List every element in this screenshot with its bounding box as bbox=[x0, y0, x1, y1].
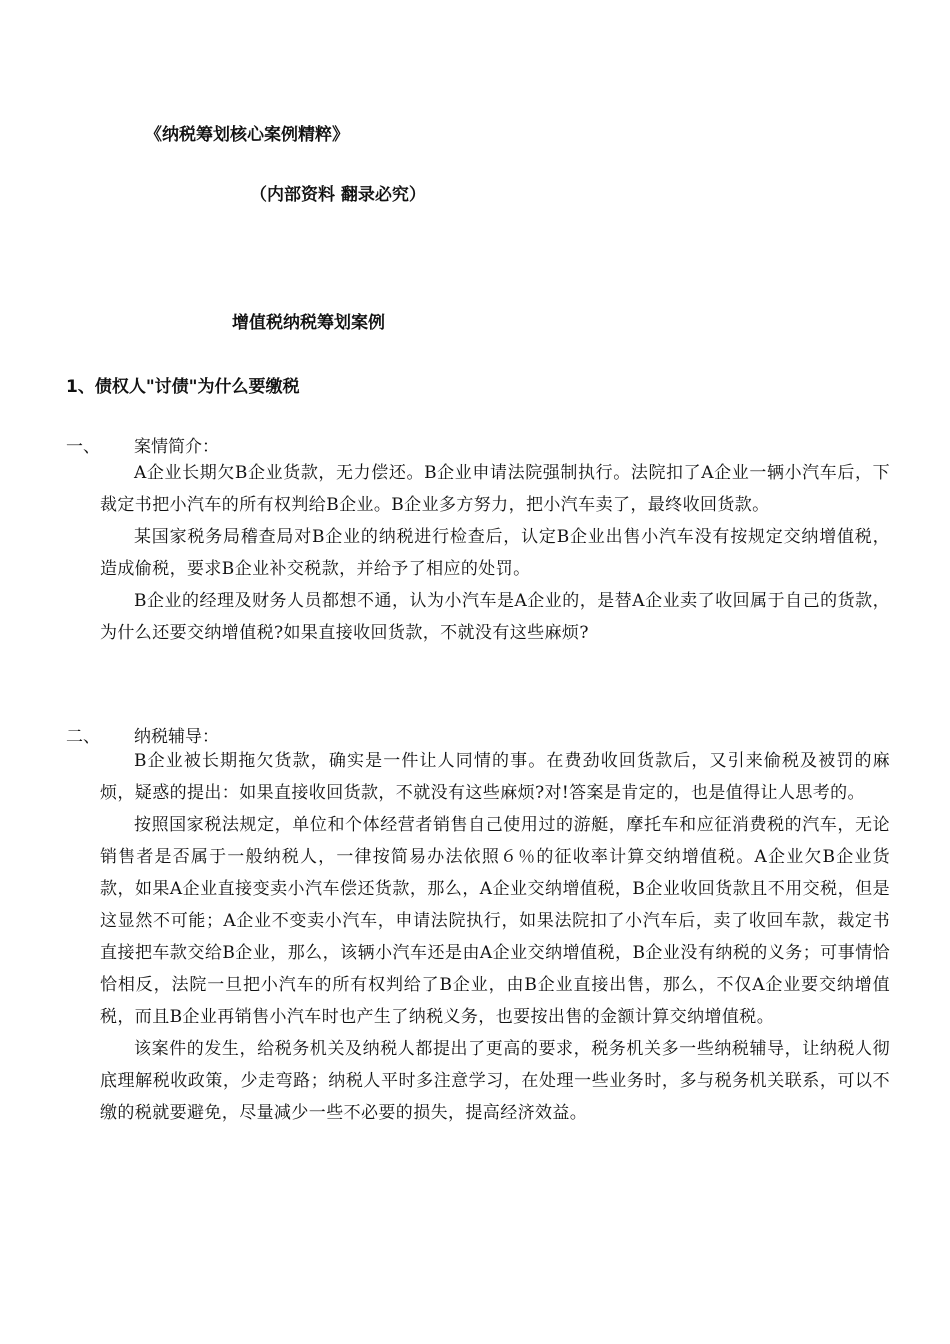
section2-label: 纳税辅导： bbox=[134, 727, 219, 747]
section1-label: 案情简介： bbox=[134, 437, 219, 457]
section2-paragraph: B企业被长期拖欠货款，确实是一件让人同情的事。在费劲收回货款后，又引来偷税及被罚的麻烦，疑惑的提出：如果直接收回货款，不就没有这些麻烦?对!答案是肯定的，也是值得让人思考的。 bbox=[100, 751, 890, 803]
document-subtitle: （内部资料 翻录必究） bbox=[250, 185, 426, 205]
section1-paragraph: B企业的经理及财务人员都想不通，认为小汽车是A企业的，是替A企业卖了收回属于自己的货款，为什么还要交纳增值税?如果直接收回货款，不就没有这些麻烦? bbox=[100, 591, 890, 643]
document-title: 《纳税筹划核心案例精粹》 bbox=[145, 125, 349, 145]
section2-body bbox=[100, 745, 890, 1129]
section2-paragraph: 按照国家税法规定，单位和个体经营者销售自己使用过的游艇，摩托车和应征消费税的汽车，无论销售者是否属于一般纳税人，一律按简易办法依照６％的征收率计算交纳增值税。A企业欠B企业货款，如果A企业直接变卖小汽车偿还货款，那么，A企业交纳增值税，B企业收回货款且不用交税，但是这显然不可能；A企业不变卖小汽车，申请法院执行，如果法院扣了小汽车后，卖了收回车款，裁定书直接把车款交给B企业，那么，该辆小汽车还是由A企业交纳增值税，B企业没有纳税的义务；可事情恰恰相反，法院一旦把小汽车的所有权判给了B企业，由B企业直接出售，那么，不仅A企业要交纳增值税，而且B企业再销售小汽车时也产生了纳税义务，也要按出售的金额计算交纳增值税。 bbox=[100, 815, 890, 1027]
section1-paragraph: 某国家税务局稽查局对B企业的纳税进行检查后，认定B企业出售小汽车没有按规定交纳增值税，造成偷税，要求B企业补交税款，并给予了相应的处罚。 bbox=[100, 527, 890, 579]
section1-paragraph: A企业长期欠B企业货款，无力偿还。B企业申请法院强制执行。法院扣了A企业一辆小汽车后，下裁定书把小汽车的所有权判给B企业。B企业多方努力，把小汽车卖了，最终收回货款。 bbox=[100, 463, 890, 515]
section2-number: 二、 bbox=[66, 727, 100, 747]
section2-paragraph: 该案件的发生，给税务机关及纳税人都提出了更高的要求，税务机关多一些纳税辅导，让纳税人彻底理解税收政策，少走弯路；纳税人平时多注意学习，在处理一些业务时，多与税务机关联系，可以不缴的税就要避免，尽量减少一些不必要的损失，提高经济效益。 bbox=[100, 1039, 890, 1123]
section-heading: 增值税纳税筹划案例 bbox=[232, 313, 385, 333]
section1-number: 一、 bbox=[66, 437, 100, 457]
section1-body bbox=[100, 457, 890, 649]
case-title: 1、债权人"讨债"为什么要缴税 bbox=[66, 377, 300, 397]
